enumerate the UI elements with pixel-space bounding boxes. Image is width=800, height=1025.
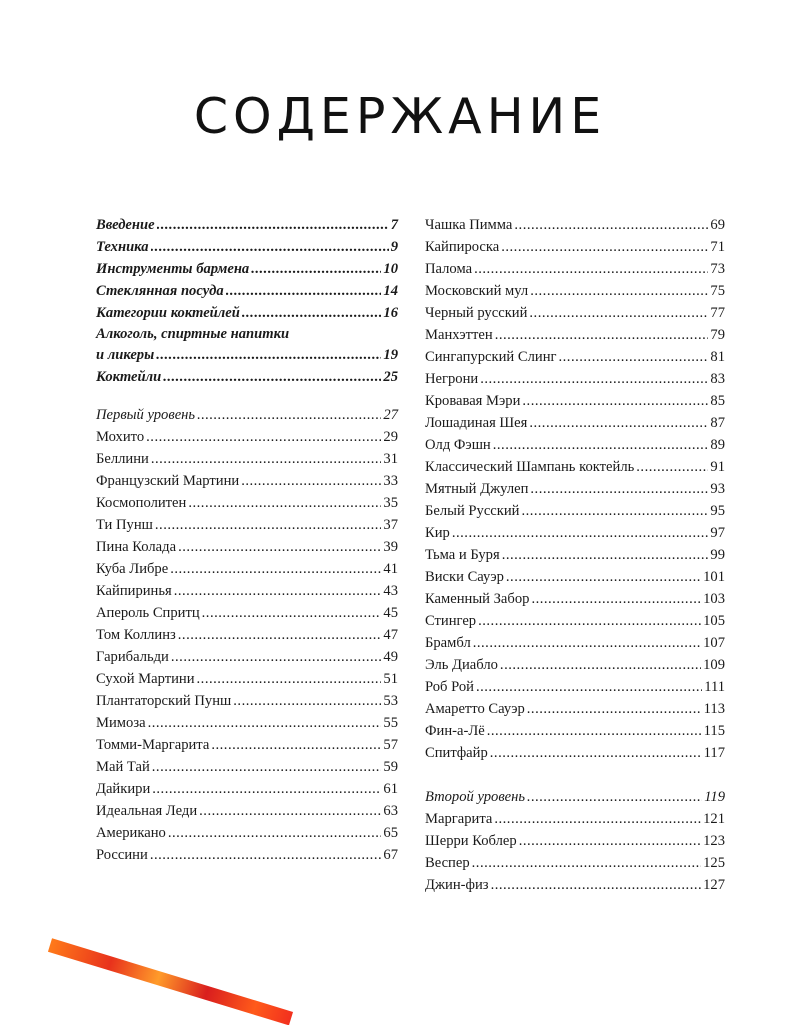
toc-entry-page: 51 xyxy=(383,671,398,687)
decorative-paint-stripe xyxy=(48,938,293,1025)
toc-entry-page: 63 xyxy=(383,803,398,819)
toc-entry-label: Олд Фэшн xyxy=(425,437,491,453)
toc-entry-page: 43 xyxy=(383,583,398,599)
toc-entry-label: Том Коллинз xyxy=(96,627,176,643)
toc-entry[interactable] xyxy=(425,720,725,742)
toc-entry[interactable] xyxy=(96,646,398,668)
toc-entry-label: Мимоза xyxy=(96,715,146,731)
toc-entry-label: Россини xyxy=(96,847,148,863)
toc-entry-page: 79 xyxy=(710,327,725,343)
toc-entry[interactable] xyxy=(425,412,725,434)
toc-entry-label: Мохито xyxy=(96,429,145,445)
leader-dots xyxy=(527,698,702,720)
toc-entry[interactable] xyxy=(425,434,725,456)
leader-dots xyxy=(151,448,382,470)
toc-entry-label: Гарибальди xyxy=(96,649,169,665)
toc-entry[interactable] xyxy=(96,624,398,646)
toc-entry-page: 57 xyxy=(383,737,398,753)
toc-entry-label: Дайкири xyxy=(96,781,151,797)
leader-dots xyxy=(506,566,701,588)
leader-dots xyxy=(233,690,381,712)
toc-entry-page: 10 xyxy=(383,261,398,277)
toc-entry-page: 109 xyxy=(703,657,725,673)
toc-entry[interactable] xyxy=(96,558,398,580)
toc-entry-cocktails[interactable] xyxy=(96,366,398,388)
toc-entry[interactable] xyxy=(96,844,398,866)
leader-dots xyxy=(514,214,708,236)
toc-entry-label: Чашка Пимма xyxy=(425,217,513,233)
level-one-cocktail-list xyxy=(96,426,398,866)
leader-dots xyxy=(157,214,389,236)
toc-entry[interactable] xyxy=(96,448,398,470)
toc-entry-page: 89 xyxy=(710,437,725,453)
toc-entry[interactable] xyxy=(425,852,725,874)
toc-entry[interactable] xyxy=(425,258,725,280)
toc-entry[interactable] xyxy=(425,346,725,368)
leader-dots xyxy=(241,470,381,492)
toc-entry[interactable] xyxy=(425,566,725,588)
leader-dots xyxy=(178,624,382,646)
toc-entry-label: Плантаторский Пунш xyxy=(96,693,232,709)
leader-dots xyxy=(170,558,381,580)
toc-entry-label: Коктейли xyxy=(96,369,162,385)
toc-entry[interactable] xyxy=(425,214,725,236)
leader-dots xyxy=(152,778,381,800)
toc-entry-level-one[interactable] xyxy=(96,404,398,426)
toc-entry-label: Май Тай xyxy=(96,759,150,775)
toc-entry-label: Американо xyxy=(96,825,166,841)
toc-entry[interactable] xyxy=(96,580,398,602)
toc-entry-label: Введение xyxy=(96,217,155,233)
toc-entry-page: 119 xyxy=(704,789,725,805)
toc-entry[interactable] xyxy=(425,676,725,698)
toc-entry[interactable] xyxy=(96,668,398,690)
leader-dots xyxy=(178,536,381,558)
toc-entry-page: 121 xyxy=(703,811,725,827)
toc-entry[interactable] xyxy=(425,280,725,302)
toc-entry-page: 105 xyxy=(703,613,725,629)
leader-dots xyxy=(242,302,382,324)
leader-dots xyxy=(168,822,382,844)
leader-dots xyxy=(530,280,708,302)
leader-dots xyxy=(211,734,381,756)
spacer xyxy=(425,764,725,786)
toc-entry-label: Апероль Спритц xyxy=(96,605,200,621)
toc-entry-page: 25 xyxy=(383,369,398,385)
leader-dots xyxy=(529,412,708,434)
leader-dots xyxy=(502,544,709,566)
toc-entry-label: Маргарита xyxy=(425,811,493,827)
cocktail-list-continued xyxy=(425,214,725,764)
leader-dots xyxy=(487,720,702,742)
toc-entry-page: 37 xyxy=(383,517,398,533)
toc-entry[interactable] xyxy=(96,800,398,822)
leader-dots xyxy=(474,258,708,280)
toc-entry-page: 73 xyxy=(710,261,725,277)
toc-entry-label: Веспер xyxy=(425,855,470,871)
toc-entry-page: 19 xyxy=(383,347,398,363)
toc-entry[interactable] xyxy=(425,456,725,478)
leader-dots xyxy=(251,258,381,280)
toc-entry-page: 33 xyxy=(383,473,398,489)
leader-dots xyxy=(171,646,382,668)
toc-entry-page: 35 xyxy=(383,495,398,511)
toc-entry-page: 95 xyxy=(710,503,725,519)
toc-entry-page: 49 xyxy=(383,649,398,665)
toc-right-column xyxy=(425,214,725,896)
toc-entry-label: Куба Либре xyxy=(96,561,169,577)
toc-entry-label: Каменный Забор xyxy=(425,591,530,607)
toc-entry-page: 107 xyxy=(703,635,725,651)
toc-entry-page: 93 xyxy=(710,481,725,497)
toc-entry-label: Негрони xyxy=(425,371,479,387)
toc-entry-spirits-line1[interactable] xyxy=(96,324,398,344)
toc-entry-page: 55 xyxy=(383,715,398,731)
toc-entry-page: 87 xyxy=(710,415,725,431)
leader-dots xyxy=(490,742,702,764)
toc-entry-page: 16 xyxy=(383,305,398,321)
toc-entry[interactable] xyxy=(96,734,398,756)
toc-entry[interactable] xyxy=(96,778,398,800)
toc-entry-label: Сухой Мартини xyxy=(96,671,195,687)
toc-left-column xyxy=(96,214,398,866)
leader-dots xyxy=(559,346,709,368)
leader-dots xyxy=(188,492,381,514)
toc-entry[interactable] xyxy=(425,478,725,500)
leader-dots xyxy=(521,500,708,522)
toc-entry-label: Идеальная Леди xyxy=(96,803,198,819)
toc-entry-label: Манхэттен xyxy=(425,327,493,343)
toc-entry-label: Кайпироска xyxy=(425,239,500,255)
toc-entry-page: 47 xyxy=(383,627,398,643)
leader-dots xyxy=(199,800,381,822)
leader-dots xyxy=(202,602,382,624)
toc-entry-label: Белый Русский xyxy=(425,503,520,519)
toc-entry[interactable] xyxy=(96,426,398,448)
toc-entry[interactable] xyxy=(96,470,398,492)
toc-entry-label: Космополитен xyxy=(96,495,187,511)
leader-dots xyxy=(472,852,701,874)
leader-dots xyxy=(501,236,708,258)
toc-entry[interactable] xyxy=(96,492,398,514)
toc-entry-label: Первый уровень xyxy=(96,407,196,423)
leader-dots xyxy=(152,756,382,778)
toc-entry-label: Амаретто Сауэр xyxy=(425,701,525,717)
toc-entry-page: 97 xyxy=(710,525,725,541)
toc-entry[interactable] xyxy=(425,808,725,830)
toc-entry-page: 69 xyxy=(710,217,725,233)
toc-entry-label: Тьма и Буря xyxy=(425,547,500,563)
leader-dots xyxy=(174,580,382,602)
toc-entry[interactable] xyxy=(425,874,725,896)
toc-entry-page: 77 xyxy=(710,305,725,321)
leader-dots xyxy=(197,668,382,690)
toc-entry[interactable] xyxy=(425,588,725,610)
leader-dots xyxy=(226,280,382,302)
spacer xyxy=(96,388,398,404)
toc-entry-page: 111 xyxy=(704,679,725,695)
toc-entry-label: Фин-а-Лё xyxy=(425,723,485,739)
toc-entry-page: 127 xyxy=(703,877,725,893)
page-title: СОДЕРЖАНИЕ xyxy=(193,88,607,145)
leader-dots xyxy=(156,344,381,366)
toc-entry-page: 45 xyxy=(383,605,398,621)
toc-entry-page: 67 xyxy=(383,847,398,863)
toc-entry-page: 125 xyxy=(703,855,725,871)
toc-entry-label: Категории коктейлей xyxy=(96,305,240,321)
toc-entry-label: Техника xyxy=(96,239,149,255)
toc-entry-page: 115 xyxy=(703,723,725,739)
toc-entry-page: 71 xyxy=(710,239,725,255)
toc-entry-spirits-line2[interactable] xyxy=(96,344,398,366)
toc-entry-level-two[interactable] xyxy=(425,786,725,808)
toc-entry[interactable] xyxy=(425,368,725,390)
leader-dots xyxy=(480,368,708,390)
toc-entry-label: Кровавая Мэри xyxy=(425,393,521,409)
leader-dots xyxy=(519,830,701,852)
toc-entry[interactable] xyxy=(96,536,398,558)
toc-entry-label: Сингапурский Слинг xyxy=(425,349,557,365)
toc-entry[interactable] xyxy=(425,522,725,544)
toc-entry-page: 101 xyxy=(703,569,725,585)
toc-entry-label: Стеклянная посуда xyxy=(96,283,224,299)
toc-entry-page: 9 xyxy=(390,239,398,255)
leader-dots xyxy=(163,366,381,388)
toc-entry-page: 29 xyxy=(383,429,398,445)
toc-entry-page: 117 xyxy=(703,745,725,761)
toc-entry[interactable] xyxy=(96,712,398,734)
toc-entry-label: Спитфайр xyxy=(425,745,488,761)
toc-entry-label: Кайпиринья xyxy=(96,583,172,599)
toc-entry-page: 41 xyxy=(383,561,398,577)
toc-entry[interactable] xyxy=(96,756,398,778)
toc-entry-page: 27 xyxy=(383,407,398,423)
leader-dots xyxy=(197,404,381,426)
leader-dots xyxy=(495,324,709,346)
toc-entry-page: 99 xyxy=(710,547,725,563)
toc-entry-label: Роб Рой xyxy=(425,679,474,695)
toc-entry-label: Брамбл xyxy=(425,635,471,651)
toc-entry[interactable] xyxy=(425,654,725,676)
toc-entry-label: Виски Сауэр xyxy=(425,569,504,585)
toc-entry-page: 65 xyxy=(383,825,398,841)
leader-dots xyxy=(476,676,702,698)
leader-dots xyxy=(452,522,709,544)
toc-entry-page: 113 xyxy=(703,701,725,717)
leader-dots xyxy=(155,514,382,536)
leader-dots xyxy=(522,390,708,412)
toc-entry-label: Томми-Маргарита xyxy=(96,737,210,753)
toc-entry-page: 39 xyxy=(383,539,398,555)
toc-entry-page: 59 xyxy=(383,759,398,775)
leader-dots xyxy=(146,426,381,448)
toc-entry[interactable] xyxy=(425,500,725,522)
leader-dots xyxy=(151,236,389,258)
toc-entry-label: Стингер xyxy=(425,613,477,629)
toc-entry-label: Кир xyxy=(425,525,450,541)
toc-entry-label: Черный русский xyxy=(425,305,528,321)
level-two-cocktail-list xyxy=(425,808,725,896)
toc-entry-label: Московский мул xyxy=(425,283,529,299)
toc-entry[interactable] xyxy=(96,514,398,536)
toc-entry-label: Палома xyxy=(425,261,473,277)
toc-entry[interactable] xyxy=(425,390,725,412)
toc-entry[interactable] xyxy=(425,324,725,346)
toc-entry-label: Беллини xyxy=(96,451,149,467)
toc-entry-label: Мятный Джулеп xyxy=(425,481,529,497)
toc-entry-page: 14 xyxy=(383,283,398,299)
toc-entry-page: 83 xyxy=(710,371,725,387)
toc-entry-label: Пина Колада xyxy=(96,539,177,555)
toc-entry-label: Эль Диабло xyxy=(425,657,498,673)
toc-entry-technique[interactable] xyxy=(96,236,398,258)
toc-entry[interactable] xyxy=(425,742,725,764)
leader-dots xyxy=(473,632,701,654)
toc-entry-glassware[interactable] xyxy=(96,280,398,302)
toc-entry-page: 53 xyxy=(383,693,398,709)
leader-dots xyxy=(491,874,702,896)
toc-entry-introduction[interactable] xyxy=(96,214,398,236)
toc-entry-label: Французский Мартини xyxy=(96,473,240,489)
toc-entry-cocktail-categories[interactable] xyxy=(96,302,398,324)
leader-dots xyxy=(493,434,709,456)
toc-entry-label: Шерри Коблер xyxy=(425,833,517,849)
leader-dots xyxy=(530,478,708,500)
toc-entry-label: Ти Пунш xyxy=(96,517,153,533)
toc-entry[interactable] xyxy=(96,602,398,624)
toc-entry[interactable] xyxy=(425,830,725,852)
toc-entry-label: Классический Шампань коктейль xyxy=(425,459,635,475)
leader-dots xyxy=(527,786,702,808)
toc-entry-page: 91 xyxy=(710,459,725,475)
toc-entry-page: 81 xyxy=(710,349,725,365)
toc-entry-label: Лошадиная Шея xyxy=(425,415,528,431)
toc-entry[interactable] xyxy=(425,544,725,566)
leader-dots xyxy=(636,456,708,478)
toc-entry-page: 85 xyxy=(710,393,725,409)
toc-entry-page: 75 xyxy=(710,283,725,299)
toc-entry[interactable] xyxy=(96,690,398,712)
toc-entry-label: Инструменты бармена xyxy=(96,261,250,277)
leader-dots xyxy=(478,610,701,632)
toc-entry-label: Джин-физ xyxy=(425,877,489,893)
toc-entry-bartender-tools[interactable] xyxy=(96,258,398,280)
toc-entry-page: 31 xyxy=(383,451,398,467)
toc-entry[interactable] xyxy=(425,610,725,632)
toc-entry[interactable] xyxy=(96,822,398,844)
toc-entry-label: Алкоголь, спиртные напитки xyxy=(96,326,290,342)
toc-entry[interactable] xyxy=(425,698,725,720)
toc-entry-page: 123 xyxy=(703,833,725,849)
toc-entry-label: Второй уровень xyxy=(425,789,526,805)
leader-dots xyxy=(150,844,382,866)
toc-entry-page: 103 xyxy=(703,591,725,607)
leader-dots xyxy=(529,302,708,324)
leader-dots xyxy=(494,808,701,830)
toc-entry[interactable] xyxy=(425,236,725,258)
toc-entry[interactable] xyxy=(425,302,725,324)
leader-dots xyxy=(531,588,701,610)
leader-dots xyxy=(148,712,382,734)
toc-entry-page: 7 xyxy=(390,217,398,233)
leader-dots xyxy=(500,654,701,676)
toc-entry[interactable] xyxy=(425,632,725,654)
toc-entry-page: 61 xyxy=(383,781,398,797)
toc-entry-label: и ликеры xyxy=(96,347,155,363)
